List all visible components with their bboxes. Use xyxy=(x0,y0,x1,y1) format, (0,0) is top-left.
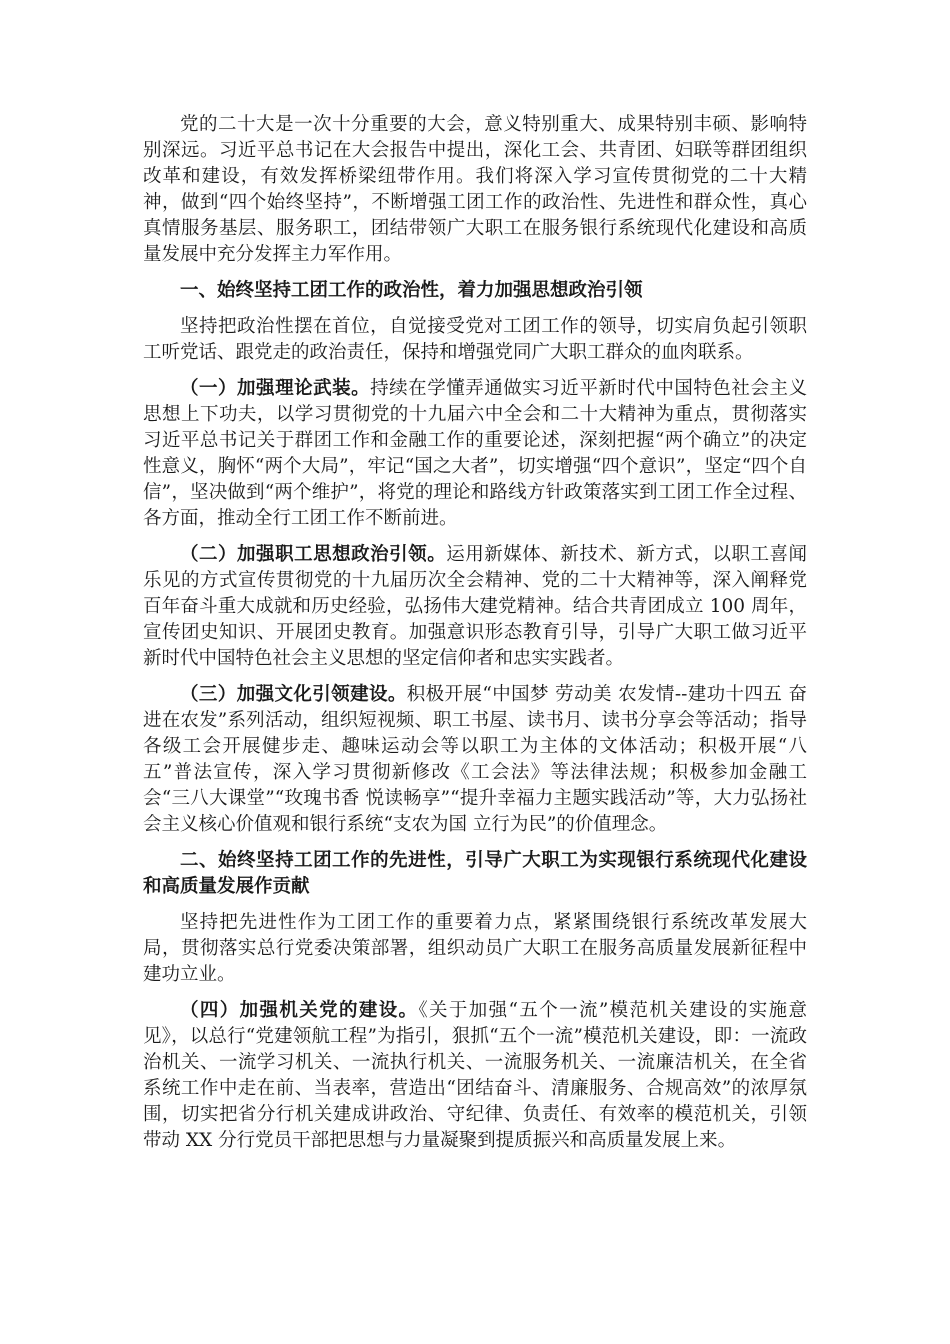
item-3-lead: （三）加强文化引领建设。 xyxy=(180,684,407,705)
document-body xyxy=(143,112,807,1164)
item-4-paragraph xyxy=(143,998,807,1154)
item-4-lead: （四）加强机关党的建设。 xyxy=(180,1000,419,1021)
item-1-text: 持续在学懂弄通做实习近平新时代中国特色社会主义思想上下功夫，以学习贯彻党的十九届六中全会和二十大精神为重点，贯彻落实习近平总书记关于群团工作和金融工作的重要论述，深刻把握“两个确立”的决定性意义，胸怀“两个大局”，牢记“国之大者”，切实增强“四个意识”，坚定“四个自信”，坚决做到“两个维护”，将党的理论和路线方针政策落实到工团工作全过程、各方面，推动全行工团工作不断前进。 xyxy=(143,378,807,529)
section-1-paragraph: 坚持把政治性摆在首位，自觉接受党对工团工作的领导，切实肩负起引领职工听党话、跟党走的政治责任，保持和增强党同广大职工群众的血肉联系。 xyxy=(143,316,807,363)
item-3-paragraph xyxy=(143,682,807,838)
item-2-text: 运用新媒体、新技术、新方式，以职工喜闻乐见的方式宣传贯彻党的十九届历次全会精神、党的二十大精神等，深入阐释党百年奋斗重大成就和历史经验，弘扬伟大建党精神。结合共青团成立 100 周年，宣传团史知识、开展团史教育。加强意识形态教育引导，引导广大职工做习近平新时代中国特色社会主义思想的坚定信仰者和忠实实践者。 xyxy=(143,544,807,669)
item-2-paragraph xyxy=(143,542,807,672)
item-2-lead: （二）加强职工思想政治引领。 xyxy=(180,544,447,565)
item-3-text: 积极开展“中国梦 劳动美 农发情--建功十四五 奋进在农发”系列活动，组织短视频、职工书屋、读书月、读书分享会等活动；指导各级工会开展健步走、趣味运动会等以职工为主体的文体活动；积极开展“八五”普法宣传，深入学习贯彻新修改《工会法》等法律法规；积极参加金融工会“三八大课堂”“玫瑰书香 悦读畅享”“提升幸福力主题实践活动”等，大力弘扬社会主义核心价值观和银行系统“支农为国 立行为民”的价值理念。 xyxy=(143,684,807,835)
item-1-paragraph xyxy=(143,376,807,532)
item-4-text: 《关于加强“五个一流”模范机关建设的实施意见》，以总行“党建领航工程”为指引，狠抓“五个一流”模范机关建设，即：一流政治机关、一流学习机关、一流执行机关、一流服务机关、一流廉洁机关，在全省系统工作中走在前、当表率，营造出“团结奋斗、清廉服务、合规高效”的浓厚氛围，切实把省分行机关建成讲政治、守纪律、负责任、有效率的模范机关，引领带动 XX 分行党员干部把思想与力量凝聚到提质振兴和高质量发展上来。 xyxy=(143,1000,807,1151)
section-2-paragraph: 坚持把先进性作为工团工作的重要着力点，紧紧围绕银行系统改革发展大局，贯彻落实总行党委决策部署，组织动员广大职工在服务高质量发展新征程中建功立业。 xyxy=(143,912,807,985)
section-heading-1: 一、始终坚持工团工作的政治性，着力加强思想政治引领 xyxy=(180,280,643,301)
section-heading-2: 二、始终坚持工团工作的先进性，引导广大职工为实现银行系统现代化建设和高质量发展作贡献 xyxy=(143,850,807,897)
intro-paragraph: 党的二十大是一次十分重要的大会，意义特别重大、成果特别丰硕、影响特别深远。习近平总书记在大会报告中提出，深化工会、共青团、妇联等群团组织改革和建设，有效发挥桥梁纽带作用。我们将深入学习宣传贯彻党的二十大精神，做到“四个始终坚持”，不断增强工团工作的政治性、先进性和群众性，真心真情服务基层、服务职工，团结带领广大职工在服务银行系统现代化建设和高质量发展中充分发挥主力军作用。 xyxy=(143,114,807,265)
item-1-lead: （一）加强理论武装。 xyxy=(180,378,371,399)
